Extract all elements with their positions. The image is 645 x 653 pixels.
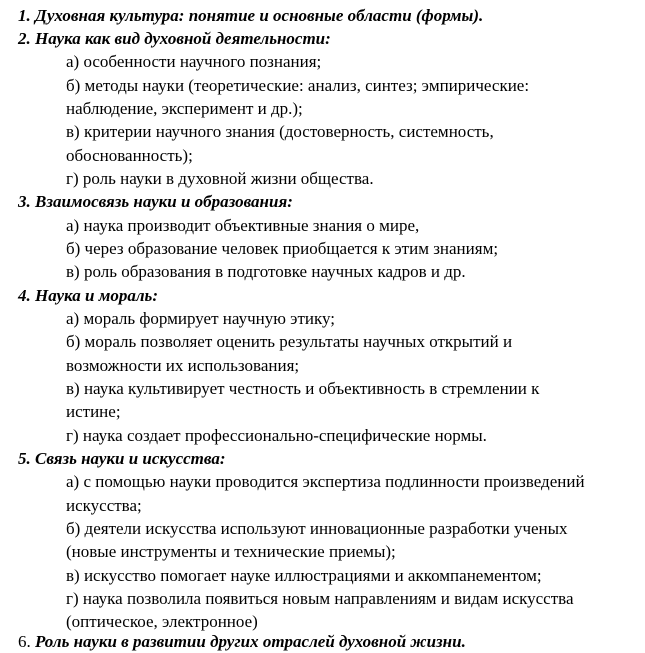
section-number: 3. — [18, 192, 31, 211]
list-item: б) методы науки (теоретические: анализ, синтез; эмпирические: — [66, 76, 530, 95]
list-item: а) мораль формирует научную этику; — [66, 309, 336, 328]
section-title: Наука как вид духовной деятельности: — [35, 29, 331, 48]
list-item: б) деятели искусства используют инновационные разработки ученых — [66, 519, 568, 538]
list-item: г) наука создает профессионально-специфические нормы. — [66, 426, 487, 445]
section-title: Связь науки и искусства: — [35, 449, 226, 468]
list-item: в) роль образования в подготовке научных кадров и др. — [66, 262, 466, 281]
list-item: в) наука культивирует честность и объективность в стремлении к — [66, 379, 540, 398]
list-item: в) искусство помогает науке иллюстрациями и аккомпанементом; — [66, 566, 542, 585]
section-heading — [18, 190, 293, 213]
list-item: б) мораль позволяет оценить результаты научных открытий и — [66, 332, 513, 351]
section-number: 1. — [18, 6, 31, 25]
list-item-continuation: (новые инструменты и технические приемы); — [66, 542, 396, 561]
list-item: г) роль науки в духовной жизни общества. — [66, 169, 374, 188]
list-item: б) через образование человек приобщается к этим знаниям; — [66, 239, 499, 258]
section-title: Роль науки в развитии других отраслей духовной жизни. — [35, 632, 466, 651]
section-number: 2. — [18, 29, 31, 48]
list-item: в) критерии научного знания (достоверность, системность, — [66, 122, 494, 141]
list-item: г) наука позволила появиться новым направлениям и видам искусства — [66, 589, 574, 608]
list-item-continuation: возможности их использования; — [66, 356, 300, 375]
section-heading — [18, 284, 158, 307]
section-number: 5. — [18, 449, 31, 468]
list-item: а) с помощью науки проводится экспертиза подлинности произведений — [66, 472, 585, 491]
section-title: Наука и мораль: — [35, 286, 158, 305]
list-item-continuation: истине; — [66, 402, 121, 421]
section-title: Духовная культура: понятие и основные области (формы). — [35, 6, 484, 25]
list-item: а) наука производит объективные знания о мире, — [66, 216, 420, 235]
list-item: а) особенности научного познания; — [66, 52, 322, 71]
list-item-continuation: искусства; — [66, 496, 142, 515]
section-heading — [18, 447, 226, 470]
section-heading — [18, 27, 331, 50]
section-number: 4. — [18, 286, 31, 305]
list-item-continuation: (оптическое, электронное) — [66, 612, 258, 631]
list-item-continuation: наблюдение, эксперимент и др.); — [66, 99, 303, 118]
section-heading — [18, 4, 483, 27]
section-title: Взаимосвязь науки и образования: — [35, 192, 293, 211]
list-item-continuation: обоснованность); — [66, 146, 193, 165]
section-number: 6. — [18, 632, 31, 651]
